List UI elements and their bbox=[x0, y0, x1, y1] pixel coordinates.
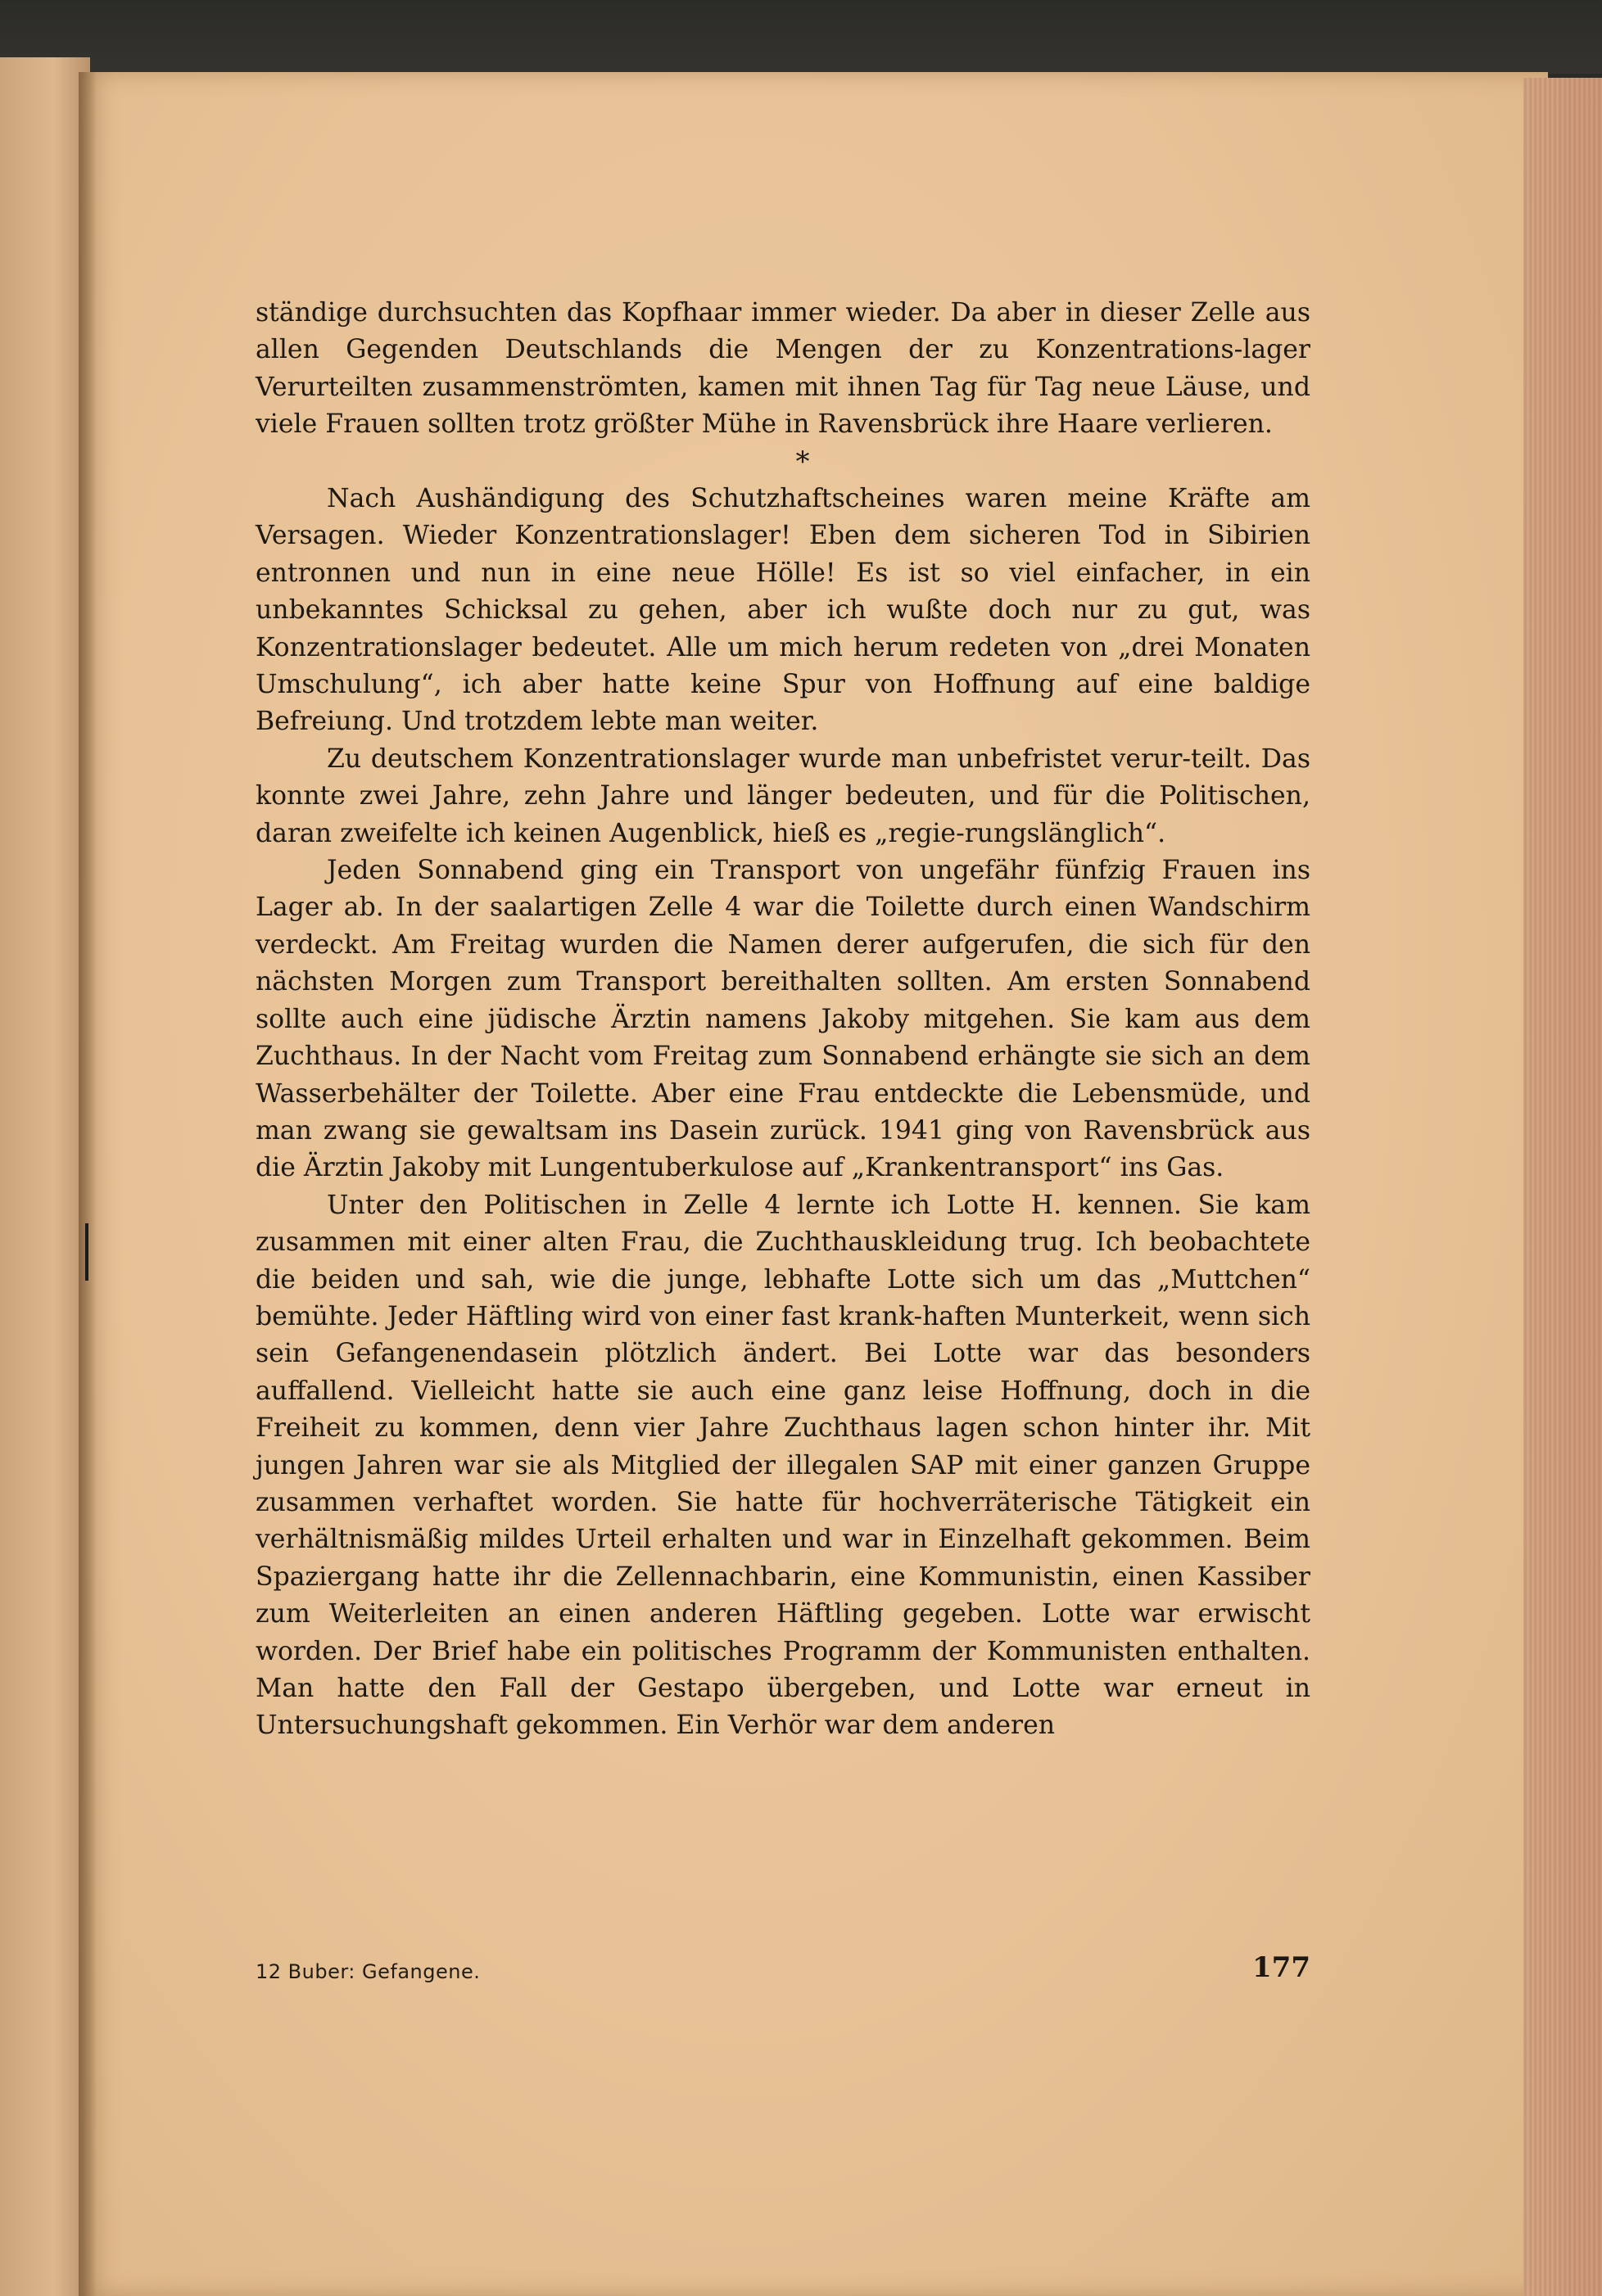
paragraph: Zu deutschem Konzentrationslager wurde man unbefristet verur-teilt. Das konnte zwei Jahre, zehn Jahre und länger bedeuten, und für die Politischen, daran zweifelte ich keinen Augenblick, hieß es „regie-rungslänglich“. bbox=[256, 743, 1310, 848]
gutter-shadow bbox=[79, 72, 97, 2296]
page-number: 177 bbox=[1252, 1951, 1310, 1984]
scan-background-top bbox=[0, 0, 1602, 74]
margin-mark bbox=[85, 1223, 88, 1281]
signature-mark: 12 Buber: Gefangene. bbox=[256, 1960, 481, 1983]
paragraph: Nach Aushändigung des Schutzhaftscheines waren meine Kräfte am Versagen. Wieder Konzentrationslager! Eben dem sicheren Tod in Sibirien entronnen und nun in eine neue Hölle! Es ist so viel einfacher, in ein unbekanntes Schicksal zu gehen, aber ich wußte doch nur zu gut, was Konzentrationslager bedeutet. Alle um mich herum redeten von „drei Monaten Umschulung“, ich aber hatte keine Spur von Hoffnung auf eine baldige Befreiung. Und trotzdem lebte man weiter. bbox=[256, 484, 1310, 737]
paragraph: Jeden Sonnabend ging ein Transport von ungefähr fünfzig Frauen ins Lager ab. In der saalartigen Zelle 4 war die Toilette durch einen Wandschirm verdeckt. Am Freitag wurden die Namen derer aufgerufen, die sich für den nächsten Morgen zum Transport bereithalten sollten. Am ersten Sonnabend sollte auch eine jüdische Ärztin namens Jakoby mitgehen. Sie kam aus dem Zuchthaus. In der Nacht vom Freitag zum Sonnabend erhängte sie sich an dem Wasserbehälter der Toilette. Aber eine Frau entdeckte die Lebensmüde, und man zwang sie gewaltsam ins Dasein zurück. 1941 ging von Ravensbrück aus die Ärztin Jakoby mit Lungentuberkulose auf „Krankentransport“ ins Gas. bbox=[256, 856, 1310, 1183]
body-text bbox=[256, 295, 1310, 1745]
facing-page-edge bbox=[0, 57, 90, 2296]
paragraph: Unter den Politischen in Zelle 4 lernte ich Lotte H. kennen. Sie kam zusammen mit einer alten Frau, die Zuchthauskleidung trug. Ich beobachtete die beiden und sah, wie die junge, lebhafte Lotte sich um das „Muttchen“ bemühte. Jeder Häftling wird von einer fast krank-haften Munterkeit, wenn sich sein Gefangenendasein plötzlich ändert. Bei Lotte war das besonders auffallend. Vielleicht hatte sie auch eine ganz leise Hoffnung, doch in die Freiheit zu kommen, denn vier Jahre Zuchthaus lagen schon hinter ihr. Mit jungen Jahren war sie als Mitglied der illegalen SAP mit einer ganzen Gruppe zusammen verhaftet worden. Sie hatte für hochverräterische Tätigkeit ein verhältnismäßig mildes Urteil erhalten und war in Einzelhaft gekommen. Beim Spaziergang hatte ihr die Zellennachbarin, eine Kommunistin, einen Kassiber zum Weiterleiten an einen anderen Häftling gegeben. Lotte war erwischt worden. Der Brief habe ein politisches Programm der Kommunisten enthalten. Man hatte den Fall der Gestapo übergeben, und Lotte war erneut in Untersuchungshaft gekommen. Ein Verhör war dem anderen bbox=[256, 1190, 1310, 1741]
page-stack-edges-tint bbox=[1523, 78, 1602, 2296]
section-break-asterisk: * bbox=[795, 445, 810, 478]
paragraph-continued: ständige durchsuchten das Kopfhaar immer wieder. Da aber in dieser Zelle aus allen Gegenden Deutschlands die Mengen der zu Konzentrations-lager Verurteilten zusammenströmten, kamen mit ihnen Tag für Tag neue Läuse, und viele Frauen sollten trotz größter Mühe in Ravensbrück ihre Haare verlieren. bbox=[256, 298, 1310, 440]
